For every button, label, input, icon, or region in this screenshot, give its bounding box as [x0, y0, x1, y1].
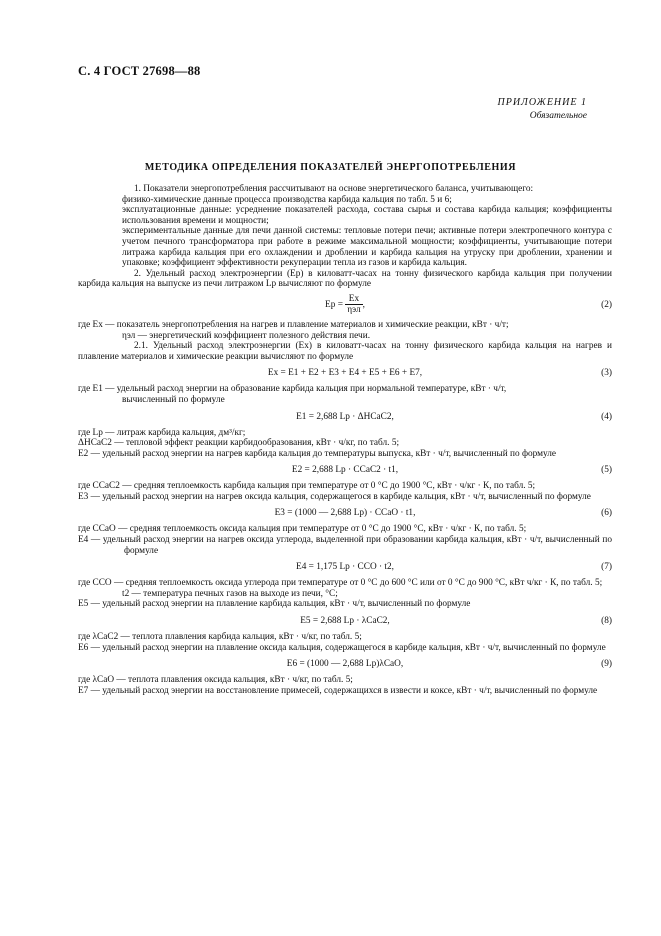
formula-4-number: (4): [601, 411, 612, 422]
paragraph-2-1: 2.1. Удельный расход электроэнергии (Eх) в киловатт-часах на тонну физического карбида кальция на нагрев и плавление материалов и химические реакции вычисляют по формуле: [78, 341, 612, 362]
paragraph-1a: физико-химические данные процесса производства карбида кальция по табл. 5 и 6;: [122, 194, 452, 205]
appendix-status: Обязательное: [529, 111, 587, 121]
where-6a: где CCaO — средняя теплоемкость оксида кальция при температуре от 0 °С до 1900 °С, кВт · ч/кг · К, по табл. 5;: [78, 524, 527, 535]
formula-2-lhs: Eр =: [325, 299, 343, 310]
formula-4: [78, 406, 612, 428]
paragraph-1: 1. Показатели энергопотребления рассчитывают на основе энергетического баланса, учитывающего:: [134, 184, 534, 194]
formula-8-expr: E5 = 2,688 Lр · λCaC2,: [300, 616, 390, 627]
formula-6-number: (6): [601, 508, 612, 519]
formula-7: [78, 556, 612, 578]
where-3b: вычисленный по формуле: [122, 394, 225, 405]
formula-2-number: (2): [601, 299, 612, 310]
formula-3: [78, 362, 612, 384]
where-4a: где Lр — литраж карбида кальция, дм³/кг;: [78, 427, 246, 438]
formula-6: [78, 502, 612, 524]
appendix-label: ПРИЛОЖЕНИЕ 1: [497, 97, 587, 108]
where-8a: где λCaC2 — теплота плавления карбида кальция, кВт · ч/кг, по табл. 5;: [78, 632, 362, 643]
where-7a: где CCO — средняя теплоемкость оксида углерода при температуре от 0 °С до 600 °С или от 0 °С до 900 °С, кВт ч/кг · К, по табл. 5;: [78, 578, 603, 589]
formula-5: [78, 459, 612, 481]
formula-5-number: (5): [601, 465, 612, 476]
where-3a: где E1 — удельный расход энергии на образование карбида кальция при нормальной температуре, кВт · ч/т,: [78, 384, 507, 395]
formula-2-denominator: ηэл: [347, 305, 361, 316]
where-7c: E5 — удельный расход энергии на плавление карбида кальция, кВт · ч/т, вычисленный по формуле: [78, 599, 471, 610]
where-8b: E6 — удельный расход энергии на плавление оксида кальция, содержащегося в карбиде кальция, кВт · ч/т, вычисленный по формуле: [78, 642, 606, 653]
where-7b: t2 — температура печных газов на выходе из печи, °С;: [122, 588, 338, 599]
formula-4-expr: E1 = 2,688 Lр · ΔHCaC2,: [296, 411, 394, 422]
formula-2-fraction: [345, 294, 362, 315]
where-6b: E4 — удельный расход энергии на нагрев оксида углерода, выделенной при образовании карбида кальция, кВт · ч/т, вычисленный по формуле: [78, 535, 612, 556]
where-9b: E7 — удельный расход энергии на восстановление примесей, содержащихся в извести и коксе, кВт · ч/т, вычисленный по формуле: [78, 685, 598, 696]
formula-8: [78, 610, 612, 632]
where-9a: где λCaO — теплота плавления оксида кальция, кВт · ч/кг, по табл. 5;: [78, 675, 353, 686]
formula-2-numerator: Eх: [345, 294, 362, 305]
formula-8-number: (8): [601, 616, 612, 627]
document-body: [78, 184, 612, 696]
where-5a: где CCaC2 — средняя теплоемкость карбида кальция при температуре от 0 °С до 1900 °С, кВт · ч/кг · К, по табл. 5;: [78, 481, 536, 492]
formula-9-number: (9): [601, 659, 612, 670]
formula-7-number: (7): [601, 562, 612, 573]
formula-7-expr: E4 = 1,175 Lр · CCO · t2,: [296, 562, 394, 573]
formula-3-number: (3): [601, 368, 612, 379]
where-4b: ΔHCaC2 — тепловой эффект реакции карбидообразования, кВт · ч/кг, по табл. 5;: [78, 438, 400, 449]
paragraph-2: 2. Удельный расход электроэнергии (Eр) в киловатт-часах на тонну физического карбида кальция при получении карбида кальция на выпуске из печи литражом Lр вычисляют по формуле: [78, 268, 612, 290]
formula-9-expr: E6 = (1000 — 2,688 Lр)λCaO,: [286, 659, 404, 670]
formula-6-expr: E3 = (1000 — 2,688 Lр) · CCaO · t1,: [274, 508, 416, 519]
formula-5-expr: E2 = 2,688 Lр · CCaC2 · t1,: [291, 465, 399, 476]
page-header: С. 4 ГОСТ 27698—88: [78, 64, 201, 78]
paragraph-1c: экспериментальные данные для печи данной системы: тепловые потери печи; активные потери электропечного контура с учетом печного трансформатора при работе в режиме максимальной мощности; коэффициенты, учитывающие потери литража карбида кальция при его охлаждении и дроблении и карбида кальция на утруску при дроблении, хранении и упаковке; коэффициент эффективности рекуперации тепла из газов и карбида кальция.: [122, 226, 612, 269]
formula-2: Eр = $\frac{Eх}{\text{ηэл}}$ , (2): [78, 290, 612, 320]
formula-9: [78, 653, 612, 675]
paragraph-1b: эксплуатационные данные: усреднение показателей расхода, состава сырья и состава карбида кальция; коэффициенты использования времени и мощности;: [122, 205, 612, 226]
where-5b: E3 — удельный расход энергии на нагрев оксида кальция, содержащегося в карбиде кальция, кВт · ч/т, вычисленный по формуле: [78, 491, 591, 502]
where-4c: E2 — удельный расход энергии на нагрев карбида кальция до температуры выпуска, кВт · ч/т, вычисленный по формуле: [78, 448, 557, 459]
formula-3-expr: Eх = E1 + E2 + E3 + E4 + E5 + E6 + E7,: [267, 368, 423, 379]
where-2b: ηэл — энергетический коэффициент полезного действия печи.: [122, 330, 371, 341]
where-2a: где Eх — показатель энергопотребления на нагрев и плавление материалов и химические реакции, кВт · ч/т;: [78, 319, 509, 330]
section-title: МЕТОДИКА ОПРЕДЕЛЕНИЯ ПОКАЗАТЕЛЕЙ ЭНЕРГОПОТРЕБЛЕНИЯ: [144, 162, 517, 173]
